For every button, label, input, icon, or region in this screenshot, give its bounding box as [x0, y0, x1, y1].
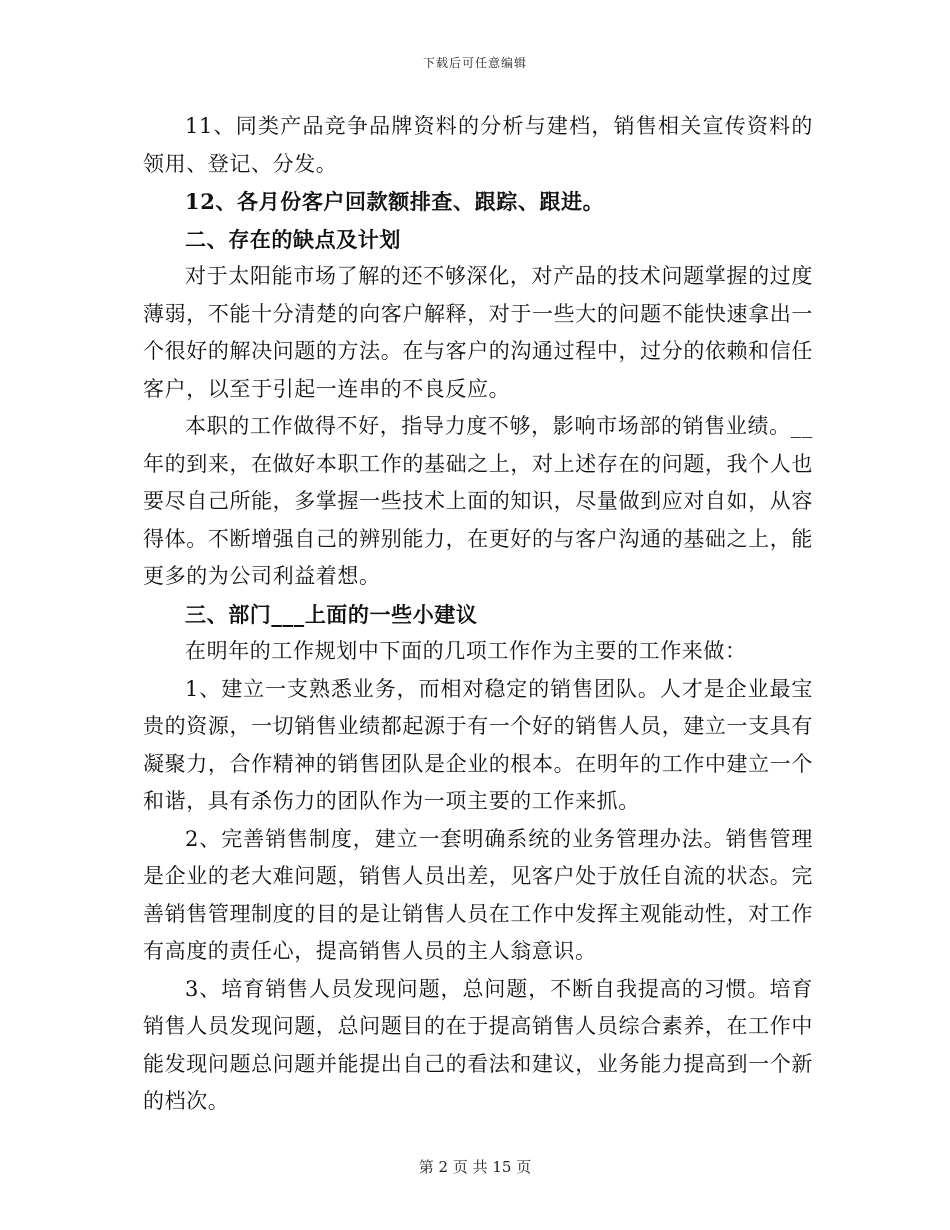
paragraph-item-12: 12、各月份客户回款额排查、跟踪、跟进。: [185, 189, 605, 214]
page-number: 第 2 页 共 15 页: [418, 1158, 532, 1176]
paragraph-work-plan: 本职的工作做得不好，指导力度不够，影响市场部的销售业绩。__年的到来，在做好本职工作的基础之上，对上述存在的问题，我个人也要尽自己所能，多掌握一些技术上面的知识，尽量做到应对自如，从容得体。不断增强自己的辨别能力，在更好的与客户沟通的基础之上，能更多的为公司利益着想。: [143, 414, 813, 588]
section-heading-suggestions: 三、部门___上面的一些小建议: [185, 601, 478, 627]
section-heading-shortcomings: 二、存在的缺点及计划: [185, 226, 401, 252]
paragraph-item-11: 11、同类产品竞争品牌资料的分析与建档，销售相关宣传资料的领用、登记、分发。: [143, 114, 813, 176]
paragraph-next-year-intro: 在明年的工作规划中下面的几项工作作为主要的工作来做：: [185, 639, 747, 663]
paragraph-suggestion-3: 3、培育销售人员发现问题，总问题，不断自我提高的习惯。培育销售人员发现问题，总问题目的在于提高销售人员综合素养，在工作中能发现问题总问题并能提出自己的看法和建议，业务能力提高到一个新的档次。: [143, 976, 813, 1113]
paragraph-suggestion-2: 2、完善销售制度，建立一套明确系统的业务管理办法。销售管理是企业的老大难问题，销售人员出差，见客户处于放任自流的状态。完善销售管理制度的目的是让销售人员在工作中发挥主观能动性，对工作有高度的责任心，提高销售人员的主人翁意识。: [143, 826, 813, 963]
paragraph-suggestion-1: 1、建立一支熟悉业务，而相对稳定的销售团队。人才是企业最宝贵的资源，一切销售业绩都起源于有一个好的销售人员，建立一支具有凝聚力，合作精神的销售团队是企业的根本。在明年的工作中建立一个和谐，具有杀伤力的团队作为一项主要的工作来抓。: [143, 676, 813, 813]
paragraph-market-understanding: 对于太阳能市场了解的还不够深化，对产品的技术问题掌握的过度薄弱，不能十分清楚的向客户解释，对于一些大的问题不能快速拿出一个很好的解决问题的方法。在与客户的沟通过程中，过分的依赖和信任客户，以至于引起一连串的不良反应。: [143, 264, 813, 401]
document-body: [143, 108, 813, 1121]
page-header: 下载后可任意编辑: [422, 56, 527, 70]
